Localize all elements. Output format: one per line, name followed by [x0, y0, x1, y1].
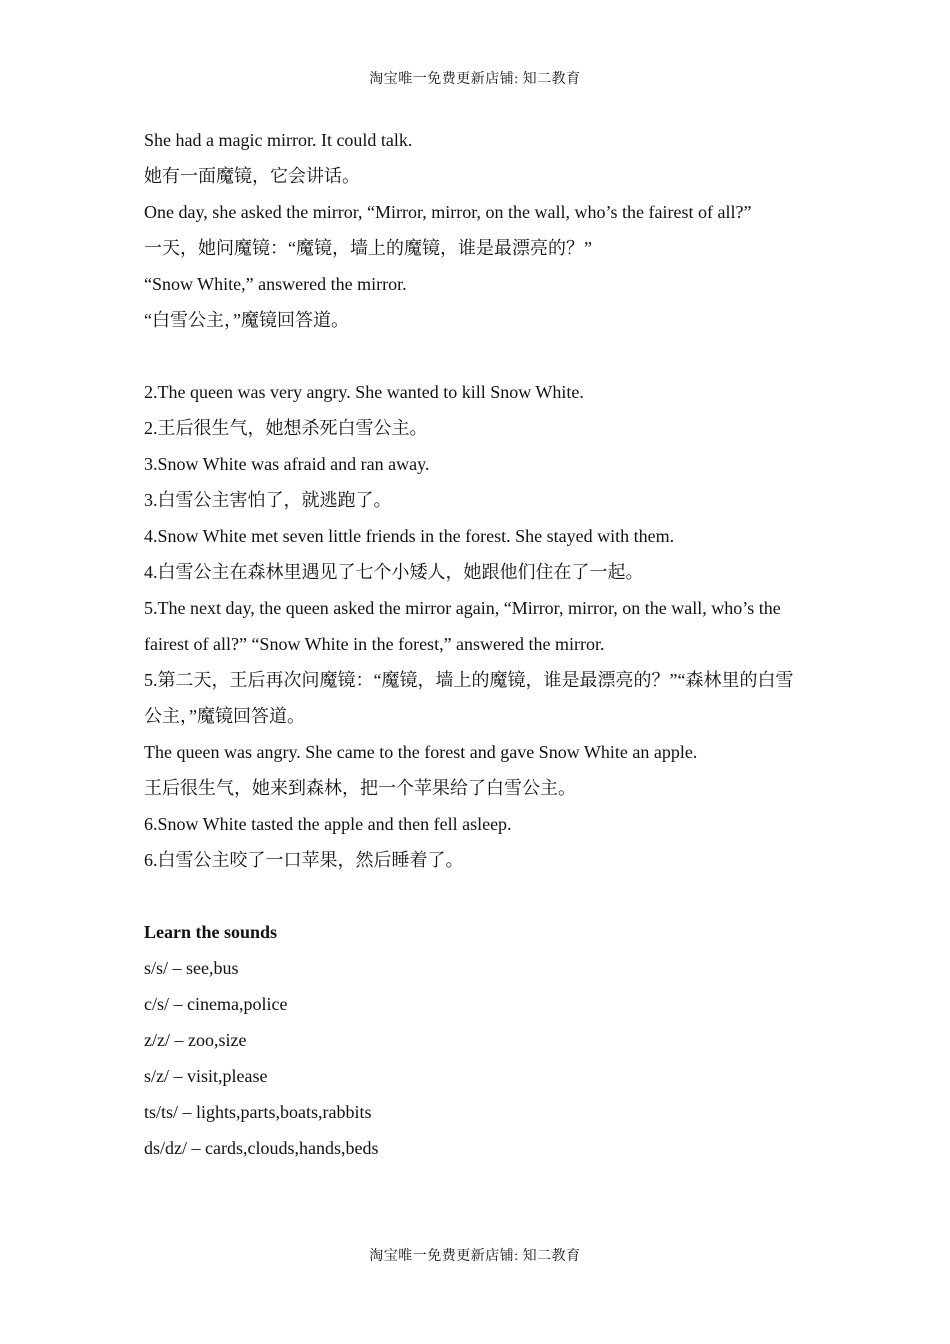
numbered-line: 6.白雪公主咬了一口苹果，然后睡着了。 [144, 850, 464, 870]
sound-item: s/z/ – visit,please [144, 1066, 268, 1086]
numbered-line: 王后很生气，她来到森林，把一个苹果给了白雪公主。 [144, 778, 576, 798]
numbered-line: 4.白雪公主在森林里遇见了七个小矮人，她跟他们住在了一起。 [144, 562, 644, 582]
document-body [144, 122, 809, 1166]
numbered-line: 3.白雪公主害怕了，就逃跑了。 [144, 490, 392, 510]
story-line: “白雪公主，”魔镜回答道。 [144, 310, 349, 330]
page-header: 淘宝唯一免费更新店铺: 知二教育 [369, 72, 581, 87]
sound-item: c/s/ – cinema,police [144, 994, 288, 1014]
numbered-line: 5.第二天，王后再次问魔镜：“魔镜，墙上的魔镜，谁是最漂亮的？”“森林里的白雪公主，”魔镜回答道。 [144, 670, 794, 726]
numbered-line: 5.The next day, the queen asked the mirror again, “Mirror, mirror, on the wall, who’s the fairest of all?” “Snow White in the forest,” answered the mirror. [144, 598, 781, 654]
numbered-line: The queen was angry. She came to the forest and gave Snow White an apple. [144, 742, 698, 762]
numbered-line: 6.Snow White tasted the apple and then fell asleep. [144, 814, 512, 834]
spacer [144, 338, 809, 374]
spacer [144, 878, 809, 914]
story-line: “Snow White,” answered the mirror. [144, 274, 407, 294]
sound-item: z/z/ – zoo,size [144, 1030, 247, 1050]
sound-item: ts/ts/ – lights,parts,boats,rabbits [144, 1102, 372, 1122]
numbered-line: 2.王后很生气，她想杀死白雪公主。 [144, 418, 428, 438]
numbered-line: 4.Snow White met seven little friends in the forest. She stayed with them. [144, 526, 675, 546]
story-line: 她有一面魔镜，它会讲话。 [144, 166, 360, 186]
numbered-line: 3.Snow White was afraid and ran away. [144, 454, 430, 474]
numbered-line: 2.The queen was very angry. She wanted to kill Snow White. [144, 382, 584, 402]
sound-item: ds/dz/ – cards,clouds,hands,beds [144, 1138, 379, 1158]
sound-item: s/s/ – see,bus [144, 958, 239, 978]
story-line: One day, she asked the mirror, “Mirror, mirror, on the wall, who’s the fairest of all?” [144, 202, 752, 222]
page-footer: 淘宝唯一免费更新店铺: 知二教育 [369, 1249, 581, 1264]
section-heading: Learn the sounds [144, 922, 278, 942]
story-line: 一天，她问魔镜：“魔镜，墙上的魔镜，谁是最漂亮的？” [144, 238, 592, 258]
story-line: She had a magic mirror. It could talk. [144, 130, 413, 150]
